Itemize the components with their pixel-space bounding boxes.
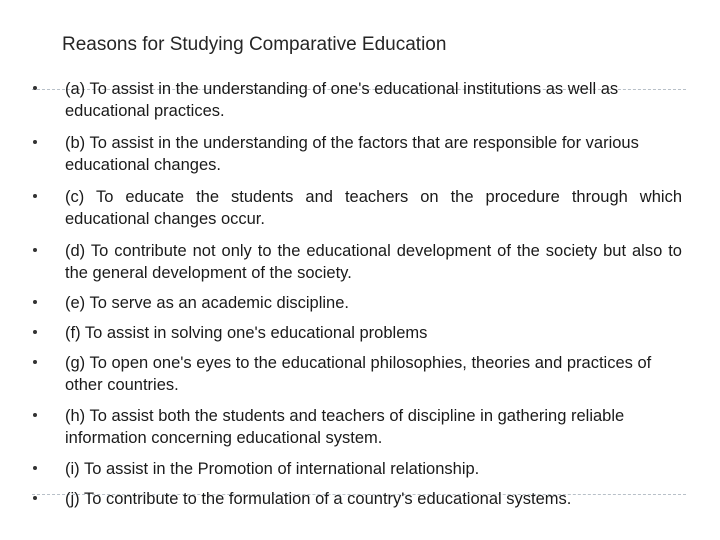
bullet-dot-icon — [33, 300, 37, 304]
bullet-dot-icon — [33, 194, 37, 198]
bullet-item — [0, 352, 720, 396]
bullet-text: (i) To assist in the Promotion of international relationship. — [65, 460, 480, 478]
slide-title: Reasons for Studying Comparative Education — [62, 34, 447, 55]
bullet-dot-icon — [33, 496, 37, 500]
bullet-item — [0, 322, 720, 344]
bullet-dot-icon — [33, 413, 37, 417]
bullet-dot-icon — [33, 330, 37, 334]
bullet-item — [0, 186, 720, 230]
bullet-item — [0, 292, 720, 314]
bullet-dot-icon — [33, 86, 37, 90]
bullet-text: (e) To serve as an academic discipline. — [65, 294, 349, 312]
bullet-dot-icon — [33, 140, 37, 144]
bullet-item — [0, 132, 720, 176]
bullet-text: (g) To open one's eyes to the educational philosophies, theories and practices of other countries. — [65, 354, 652, 394]
bullet-text: (d) To contribute not only to the educational development of the society but also to the general development of the society. — [65, 242, 682, 282]
bullet-dot-icon — [33, 248, 37, 252]
bullet-dot-icon — [33, 466, 37, 470]
bullet-text: (b) To assist in the understanding of the factors that are responsible for various educational changes. — [65, 134, 639, 174]
bullet-text: (h) To assist both the students and teachers of discipline in gathering reliable information concerning educational system. — [65, 407, 625, 447]
bullet-item — [0, 78, 720, 122]
bullet-dot-icon — [33, 360, 37, 364]
bullet-text: (f) To assist in solving one's educational problems — [65, 324, 428, 342]
bullet-item — [0, 488, 720, 510]
bullet-list — [0, 78, 720, 510]
bullet-text: (a) To assist in the understanding of one's educational institutions as well as educational practices. — [65, 80, 619, 120]
bullet-item — [0, 405, 720, 449]
bullet-item — [0, 458, 720, 480]
bullet-text: (j) To contribute to the formulation of a country's educational systems. — [65, 490, 572, 508]
bullet-item — [0, 240, 720, 284]
bullet-text: (c) To educate the students and teachers on the procedure through which educational changes occur. — [65, 188, 682, 228]
